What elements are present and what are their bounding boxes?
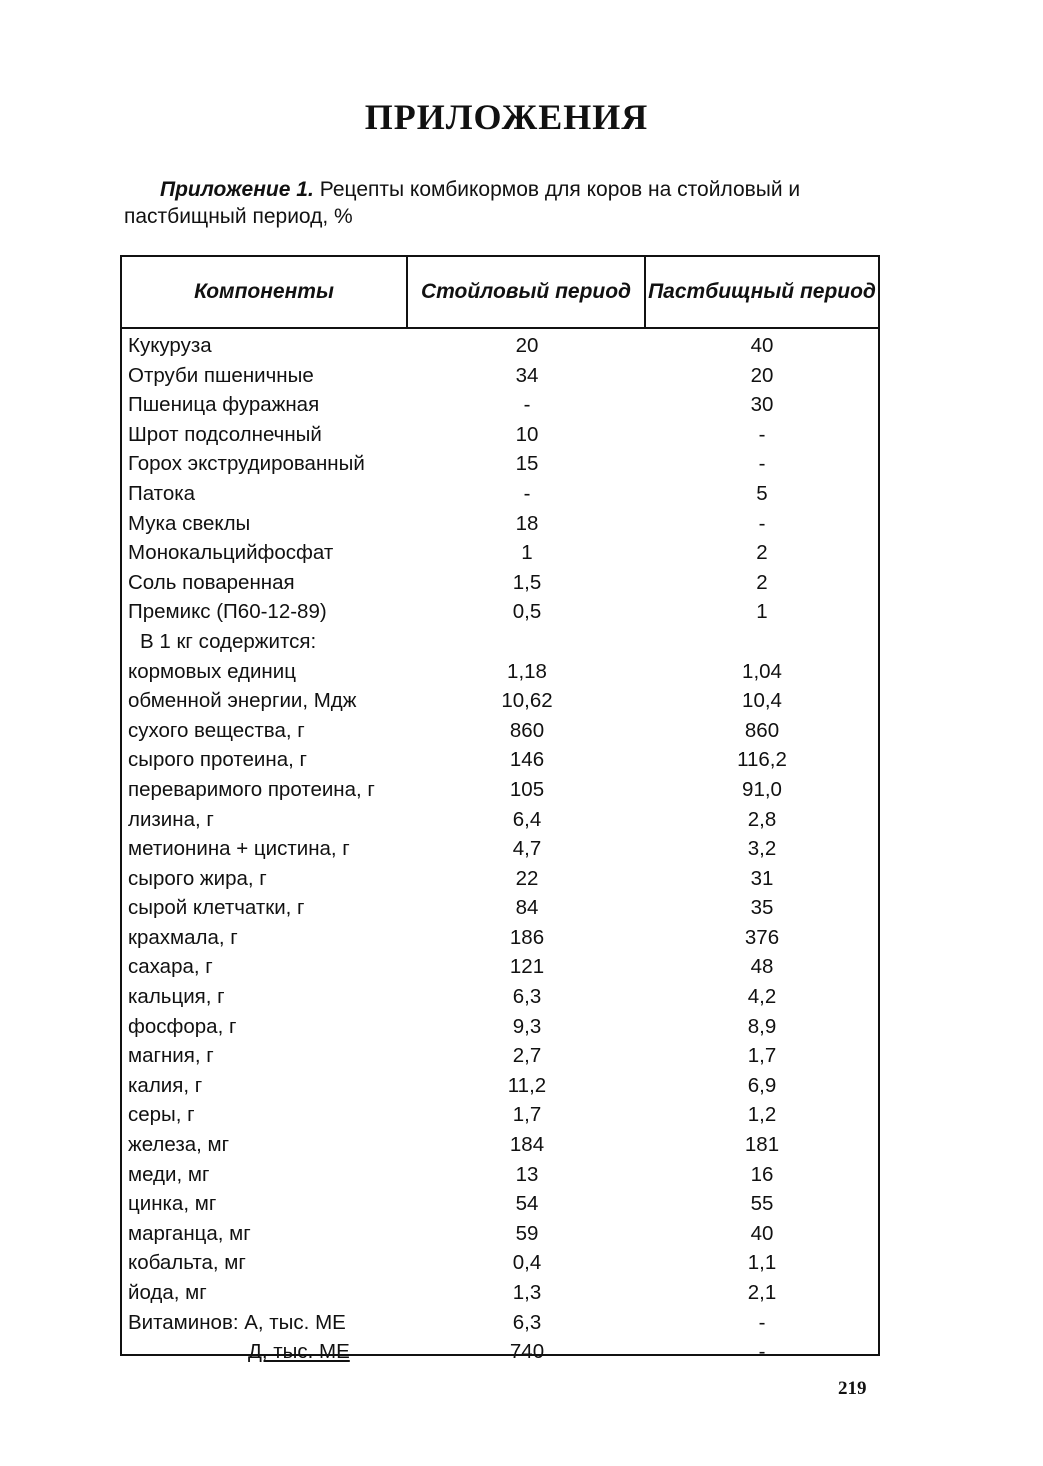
stall-value: 1	[521, 541, 533, 565]
stall-value: 15	[515, 452, 539, 476]
table-row	[122, 361, 878, 391]
table-row	[122, 390, 878, 420]
pasture-value: 5	[756, 481, 768, 505]
table-row	[122, 657, 878, 687]
page-number: 219	[838, 1378, 867, 1399]
pasture-value: 31	[750, 866, 774, 890]
header-components: Компоненты	[122, 257, 408, 327]
table-row	[122, 449, 878, 479]
table-row	[122, 1160, 878, 1190]
stall-value: 6,3	[512, 985, 542, 1009]
component-name: Отруби пшеничные	[128, 363, 314, 387]
component-name: марганца, мг	[128, 1221, 251, 1245]
pasture-value: 1,7	[747, 1044, 777, 1068]
component-name: меди, мг	[128, 1162, 210, 1186]
table-row	[122, 1278, 878, 1308]
component-name: сырой клетчатки, г	[128, 896, 305, 920]
pasture-value: -	[758, 511, 766, 535]
pasture-value: 3,2	[747, 837, 777, 861]
stall-value: -	[523, 481, 531, 505]
stall-value: 2,7	[512, 1044, 542, 1068]
pasture-value: 181	[744, 1133, 780, 1157]
page-title: ПРИЛОЖЕНИЯ	[364, 97, 649, 137]
component-name: железа, мг	[128, 1133, 230, 1157]
pasture-value: -	[758, 422, 766, 446]
component-name: Премикс (П60-12-89)	[128, 600, 327, 624]
stall-value: -	[523, 393, 531, 417]
component-name: кальция, г	[128, 985, 225, 1009]
component-name: Мука свеклы	[128, 511, 251, 535]
component-name: крахмала, г	[128, 925, 238, 949]
table-row	[122, 1308, 878, 1338]
pasture-value: 2,8	[747, 807, 777, 831]
component-name: серы, г	[128, 1103, 195, 1127]
component-name: цинка, мг	[128, 1192, 217, 1216]
stall-value: 59	[515, 1221, 539, 1245]
header-pasture-period: Пастбищный период	[648, 280, 876, 303]
table-row	[122, 568, 878, 598]
component-name: Монокальцийфосфат	[128, 541, 334, 565]
table-row	[122, 1012, 878, 1042]
stall-value: 184	[509, 1133, 545, 1157]
component-name: переваримого протеина, г	[128, 777, 375, 801]
component-name: Патока	[128, 481, 196, 505]
component-name: йода, мг	[128, 1281, 207, 1304]
pasture-value: 1,04	[742, 659, 782, 683]
pasture-value: 1,2	[747, 1103, 777, 1127]
pasture-value: 376	[744, 925, 780, 949]
component-name: сухого вещества, г	[128, 718, 305, 742]
stall-value: 0,4	[512, 1251, 542, 1275]
table-caption	[124, 176, 884, 230]
component-name: кобальта, мг	[128, 1251, 246, 1275]
pasture-value: 48	[750, 955, 774, 979]
table-row	[122, 1130, 878, 1160]
pasture-value: 91,0	[742, 777, 782, 801]
stall-value: 10	[515, 422, 539, 446]
pasture-value: -	[758, 1310, 766, 1334]
component-name: Витаминов: А, тыс. МЕ	[128, 1310, 346, 1334]
table-row	[122, 716, 878, 746]
table-row	[122, 1100, 878, 1130]
pasture-value: 35	[750, 896, 774, 920]
component-name: Д, тыс. МЕ	[248, 1340, 350, 1364]
table-row	[122, 923, 878, 953]
table-row	[122, 538, 878, 568]
table-row	[122, 745, 878, 775]
pasture-value: 55	[750, 1192, 774, 1216]
stall-value: 6,3	[512, 1310, 542, 1334]
component-name: Кукуруза	[128, 334, 212, 357]
table-row	[122, 982, 878, 1012]
table-row	[122, 597, 878, 627]
component-name: обменной энергии, Мдж	[128, 689, 357, 713]
stall-value: 1,7	[512, 1103, 542, 1127]
component-name: магния, г	[128, 1044, 214, 1068]
pasture-value: 4,2	[747, 985, 777, 1009]
component-name: сырого протеина, г	[128, 748, 307, 772]
stall-value: 186	[509, 925, 545, 949]
pasture-value: -	[758, 452, 766, 476]
stall-value: 1,3	[512, 1281, 542, 1304]
stall-value: 1,18	[507, 659, 547, 683]
table-row	[122, 834, 878, 864]
stall-value: 4,7	[512, 837, 542, 861]
table-row	[122, 1248, 878, 1278]
caption-text: Рецепты комбикормов для коров на стойловый и пастбищный период, %	[124, 178, 801, 228]
component-name: Соль поваренная	[128, 570, 295, 594]
stall-value: 11,2	[507, 1073, 547, 1097]
pasture-value: 6,9	[747, 1073, 777, 1097]
table-row	[122, 893, 878, 923]
pasture-value: -	[758, 1340, 766, 1364]
stall-value: 10,62	[501, 689, 553, 713]
stall-value: 20	[515, 334, 539, 357]
pasture-value: 2,1	[747, 1281, 777, 1304]
table-body	[122, 331, 878, 1367]
component-name: калия, г	[128, 1073, 203, 1097]
pasture-value: 116,2	[737, 748, 787, 772]
component-name: сырого жира, г	[128, 866, 267, 890]
stall-value: 6,4	[512, 807, 542, 831]
stall-value: 105	[509, 777, 545, 801]
header-stall-period: Стойловый период	[408, 257, 646, 327]
caption-label: Приложение 1.	[160, 178, 314, 201]
stall-value: 54	[515, 1192, 539, 1216]
stall-value: 740	[509, 1340, 545, 1364]
component-name: Шрот подсолнечный	[128, 422, 322, 446]
stall-value: 22	[515, 866, 539, 890]
stall-value: 860	[509, 718, 545, 742]
pasture-value: 860	[744, 718, 780, 742]
stall-value: 146	[509, 748, 545, 772]
pasture-value: 2	[756, 541, 768, 565]
table-row	[122, 1189, 878, 1219]
pasture-value: 30	[750, 393, 774, 417]
table-row	[122, 1337, 878, 1367]
table-header	[122, 257, 878, 329]
stall-value: 13	[515, 1162, 539, 1186]
table-row	[122, 1041, 878, 1071]
pasture-value: 16	[750, 1162, 774, 1186]
recipe-table	[120, 255, 880, 1364]
stall-value: 1,5	[512, 570, 542, 594]
component-name: лизина, г	[128, 807, 214, 831]
table-row	[122, 686, 878, 716]
component-name: метионина + цистина, г	[128, 837, 350, 861]
table-row	[122, 1071, 878, 1101]
stall-value: 121	[509, 955, 545, 979]
component-name: сахара, г	[128, 955, 213, 979]
table-row	[122, 331, 878, 361]
pasture-value: 1,1	[747, 1251, 777, 1275]
component-name: Горох экструдированный	[128, 452, 365, 476]
table-row	[122, 864, 878, 894]
table-row	[122, 479, 878, 509]
stall-value: 34	[515, 363, 539, 387]
pasture-value: 8,9	[747, 1014, 777, 1038]
table-row	[122, 627, 878, 657]
stall-value: 9,3	[512, 1014, 542, 1038]
component-name: Пшеница фуражная	[128, 393, 320, 417]
pasture-value: 10,4	[742, 689, 782, 713]
stall-value: 84	[515, 896, 539, 920]
pasture-value: 1	[756, 600, 768, 624]
stall-value: 0,5	[512, 600, 542, 624]
table-row	[122, 509, 878, 539]
stall-value: 18	[515, 511, 539, 535]
table-row	[122, 1219, 878, 1249]
table-row	[122, 420, 878, 450]
pasture-value: 40	[750, 1221, 774, 1245]
component-name: В 1 кг содержится:	[140, 629, 317, 653]
table-row	[122, 805, 878, 835]
pasture-value: 20	[750, 363, 774, 387]
component-name: кормовых единиц	[128, 659, 296, 683]
pasture-value: 40	[750, 334, 774, 357]
pasture-value: 2	[756, 570, 768, 594]
table-row	[122, 775, 878, 805]
component-name: фосфора, г	[128, 1014, 237, 1038]
table-row	[122, 952, 878, 982]
